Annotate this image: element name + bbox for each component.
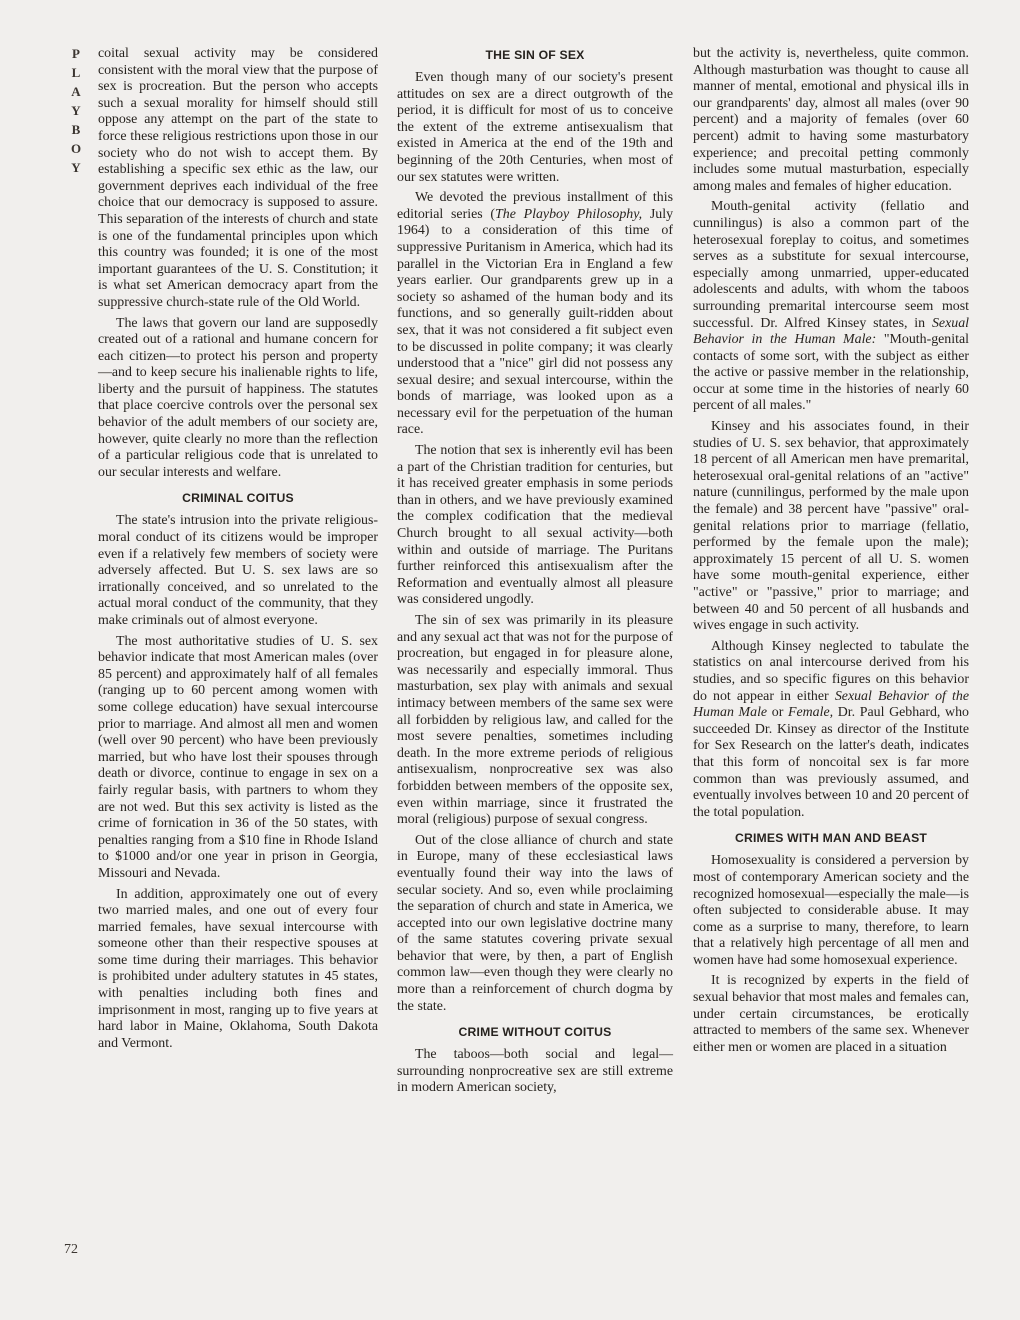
book-title: Sexual Behavior of the Human Male <box>693 688 969 721</box>
section-heading: CRIMINAL COITUS <box>182 491 294 506</box>
section-heading: THE SIN OF SEX <box>485 48 585 62</box>
paragraph: The sin of sex was primarily in its pleasure and any sexual act that was not for the purpose of procreation, but engaged in for pleasure alone, was necessarily and especially immoral. Thus masturbation, sex play with animals and sexual intimacy between members of the same sex were all forbidden by religious law, and called for the most severe penalties, sometimes including death. In the more extreme periods of religious antisexualism, nonprocreative sex was also forbidden between members of the opposite sex, even within marriage, since it frustrated the moral (religious) purpose of sexual congress. <box>397 613 673 828</box>
paragraph <box>693 639 969 822</box>
paragraph: In addition, approximately one out of every two married males, and one out of every four married females, have sexual intercourse with someone other than their respective spouses at some time during their marriages. This behavior is prohibited under adultery statutes in 45 states, with penalties including both fines and imprisonment in most, ranging up to five years at hard labor in Maine, Oklahoma, South Dakota and Vermont. <box>98 886 378 1051</box>
paragraph: but the activity is, nevertheless, quite common. Although masturbation was thought to cause all manner of mental, emotional and physical ills in our grandparents' day, almost all males (over 90 percent) and a majority of females (over 60 percent) admit to having some masturbatory experience; and precoital petting commonly includes some mutual masturbation, especially among males and females of higher education. <box>693 46 969 194</box>
paragraph: The most authoritative studies of U. S. sex behavior indicate that most American males (over 85 percent) and approximately half of all females (ranging up to 60 percent among women with some college education) have sexual intercourse prior to marriage. And almost all men and women (well over 90 percent) who have been previously married, but who have lost their spouses through death or divorce, continue to engage in sex on a fairly regular basis, with partners to whom they are not wed. But this sex activity is listed as the crime of fornication in 36 of the 50 states, with penalties ranging from a $10 fine in Rhode Island to $1000 and/or one year in prison in Georgia, Missouri and Nevada. <box>98 633 378 881</box>
column-2 <box>397 46 673 1101</box>
paragraph <box>397 190 673 439</box>
text-run: July 1964) to a consideration of this time of suppressive Puritanism in America, which had its parallel in the Victorian Era in England a few years earlier. Our grandparents grew up in a society so ashamed of the human body and its functions, and so generally guilt-ridden about sex, that it was not considered a fit subject even to be discussed in polite company; it was clearly understood that a "nice" girl did not possess any sexual desire; and sexual intercourse, within the bonds of marriage, was looked upon as a necessary evil for the perpetuation of the human race. <box>397 206 674 438</box>
column-3 <box>693 46 969 1060</box>
paragraph: The laws that govern our land are supposedly created out of a rational and humane concern for each citizen—to protect his person and property—and to keep secure his inalienable rights to life, liberty and the pursuit of happiness. The statutes that place coercive controls over the personal sex behavior of the adult members of our society are, however, quite clearly no more than the reflection of a particular religious code that is unrelated to our secular interests and welfare. <box>98 315 378 480</box>
paragraph: The notion that sex is inherently evil has been a part of the Christian tradition for centuries, but it has received greater emphasis in some periods than in others, and we have previously examined the complex codification that the medieval Church brought to all sexual activity—both within and outside of marriage. The Puritans further reinforced this antisexualism after the Reformation and eventually almost all pleasure was considered ungodly. <box>397 443 673 608</box>
section-heading: CRIME WITHOUT COITUS <box>458 1025 612 1040</box>
paragraph: Even though many of our society's present attitudes on sex are a direct outgrowth of the period, it is difficult for most of us to conceive the extent of the extreme antisexualism that existed in America at the end of the 19th and beginning of the 20th Centuries, when most of our sex statutes were written. <box>397 70 673 185</box>
text-run: Dr. Paul Gebhard, who succeeded Dr. Kinsey as director of the Institute for Sex Research on the latter's death, indicates that this form of noncoital sex is far more common than was previously assumed, and eventually involves between 10 and 20 percent of the total population. <box>693 705 969 820</box>
paragraph: coital sexual activity may be considered consistent with the moral view that the purpose of sex is procreation. But the person who accepts such a sexual morality for himself should still oppose any attempt on the part of the state to force these religious restrictions upon those in our society who do not wish to accept them. By establishing a specific sex ethic as the law, our government deprives each individual of the free choice that our democracy is supposed to assure. This separation of the interests of church and state is one of the fundamental principles upon which this country was founded; it is one of the most important guarantees of the U. S. Constitution; it is what set American democracy apart from the suppressive church-state rule of the Old World. <box>98 46 378 310</box>
column-1 <box>98 46 378 1056</box>
text-run: "Mouth-genital contacts of some sort, with the subject as either the active or passive member in the relationship, occur at some time in the histories of nearly 60 percent of all males." <box>693 332 969 414</box>
text-run: We devoted the previous installment of this editorial series ( <box>397 190 673 222</box>
paragraph: Homosexuality is considered a perversion by most of contemporary American society and the recognized homosexual—especially the male—is often subjected to considerable abuse. It may come as a surprise to many, therefore, to learn that a relatively high percentage of all men and women have had some homosexual experience. <box>693 853 969 968</box>
book-title: Female, <box>787 705 834 721</box>
publication-title: The Playboy Philosophy, <box>495 206 643 222</box>
page-number: 72 <box>64 1242 78 1257</box>
paragraph: Kinsey and his associates found, in their studies of U. S. sex behavior, that approximately 18 percent of all American men have premarital, heterosexual oral-genital relations of an "active" nature (cunnilingus, performed by the male upon the female) and 38 percent have "passive" oral-genital relations prior to marriage (fellatio, performed by the female upon the male); approximately 15 percent of all U. S. women have some mouth-genital experience, either "active" or "passive," prior to marriage; and between 40 and 50 percent of all husbands and wives engage in such activity. <box>693 419 969 634</box>
text-run: Although Kinsey neglected to tabulate the statistics on anal intercourse derived from his studies, and so specific figures on this behavior do not appear in either <box>693 638 969 704</box>
paragraph <box>693 199 969 415</box>
paragraph: The state's intrusion into the private religious-moral conduct of its citizens would be improper even if a relatively few members of society were adversely affected. But U. S. sex laws are so irrationally conceived, and so unrelated to the actual moral conduct of the community, that they make criminals out of almost everyone. <box>98 513 378 628</box>
text-run: Mouth-genital activity (fellatio and cunnilingus) is also a common part of the heterosexual foreplay to coitus, and sometimes serves as a substitute for sexual intercourse, especially among unmarried, upper-educated adolescents and adults, with whom the taboos surrounding premarital intercourse seem most successful. Dr. Alfred Kinsey states, in <box>693 199 969 331</box>
text-run: or <box>767 705 788 721</box>
paragraph: Out of the close alliance of church and state in Europe, many of these ecclesiastical laws eventually found their way into the laws of secular society. And so, even while proclaiming the separation of church and state in America, we accepted into our own legislative doctrine many of the same statutes covering private sexual behavior that were, by then, a part of English common law—even though they were clearly no more than a reinforcement of church dogma by the state. <box>397 832 673 1014</box>
paragraph: It is recognized by experts in the field of sexual behavior that most males and females can, under certain circumstances, be erotically attracted to members of the same sex. Whenever either men or women are placed in a situation <box>693 973 969 1055</box>
paragraph: The taboos—both social and legal—surrounding nonprocreative sex are still extreme in modern American society, <box>397 1047 673 1096</box>
section-heading: CRIMES WITH MAN AND BEAST <box>734 831 928 846</box>
book-title: Sexual Behavior in the Human Male: <box>693 315 969 348</box>
masthead-vertical: PLAYBOY <box>70 46 82 175</box>
